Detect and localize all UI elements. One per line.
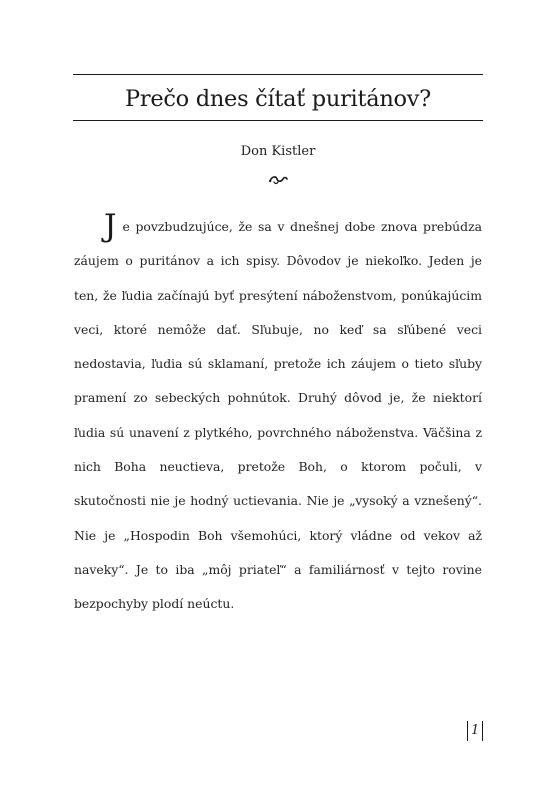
drop-cap: J — [104, 208, 117, 244]
author-name: Don Kistler — [240, 144, 316, 159]
title-top-rule — [73, 74, 483, 75]
body-paragraph — [74, 210, 482, 622]
page-number: 1 — [467, 721, 483, 741]
fleuron-icon — [268, 173, 288, 185]
title-bottom-rule — [73, 120, 483, 121]
page-title: Prečo dnes čítať puritánov? — [125, 86, 431, 112]
paragraph-text: e povzbudzujúce, že sa v dnešnej dobe znova prebúdza záujem o puritánov a ich spisy. Dôvodov je niekoľko. Jeden je ten, že ľudia začínajú byť presýtení náboženstvom, ponúkajúcim veci, ktoré nemôže dať. Sľubuje, no keď sa sľúbené veci nedostavia, ľudia sú sklamaní, pretože ich záujem o tieto sľuby pramení zo sebeckých pohnútok. Druhý dôvod je, že niektorí ľudia sú unavení z plytkého, povrchného náboženstva. Väčšina z nich Boha neuctieva, pretože Boh, o ktorom počuli, v skutočnosti nie je hodný uctievania. Nie je „vysoký a vznešený“. Nie je „Hospodin Boh všemohúci, ktorý vládne od vekov až naveky“. Je to iba „môj priateľ“ a familiárnosť v tejto rovine bezpochyby plodí neúctu. — [74, 219, 482, 612]
